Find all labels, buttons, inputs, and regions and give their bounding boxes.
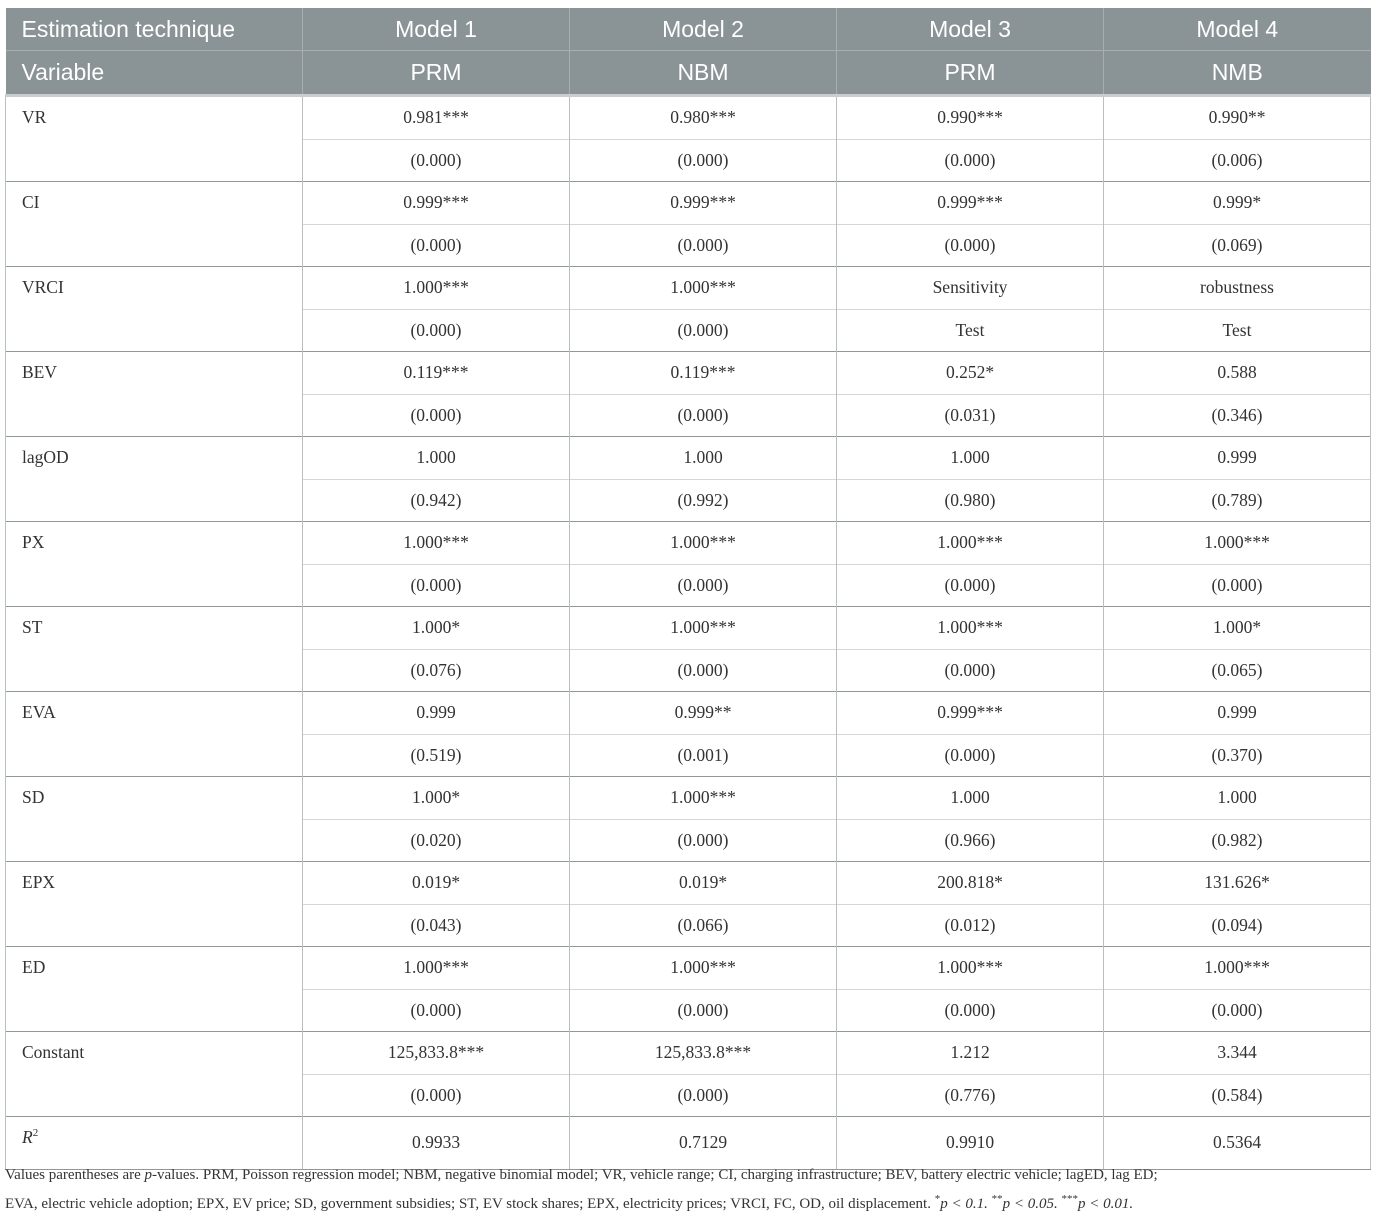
- footnote-text: EVA, electric vehicle adoption; EPX, EV price; SD, government subsidies; ST, EV stock shares; EPX, electricity prices; VRCI, FC, OD, oil displacement.: [5, 1196, 931, 1212]
- sig-marker: **: [991, 1193, 1003, 1205]
- p-value-cell: (0.000): [570, 819, 837, 862]
- r-squared-label: [6, 1117, 303, 1170]
- p-value-cell: (0.000): [570, 989, 837, 1032]
- table-row: [6, 1032, 1371, 1075]
- table-row: [6, 947, 1371, 990]
- sig-marker: *: [934, 1193, 941, 1205]
- table-row: [6, 522, 1371, 565]
- variable-name: ST: [6, 607, 303, 692]
- table-row: [6, 777, 1371, 820]
- coefficient-cell: 1.000***: [570, 522, 837, 565]
- footnote-p-italic: p: [144, 1167, 153, 1183]
- p-value-cell: (0.000): [837, 649, 1104, 692]
- p-value-cell: (0.000): [837, 564, 1104, 607]
- coefficient-cell: 1.000***: [837, 522, 1104, 565]
- p-value-cell: (0.020): [303, 819, 570, 862]
- footnote-line-1: [5, 1163, 1371, 1187]
- p-value-cell: (0.000): [570, 394, 837, 437]
- p-value-cell: (0.776): [837, 1074, 1104, 1117]
- coefficient-cell: 1.000: [837, 437, 1104, 480]
- variable-name: EPX: [6, 862, 303, 947]
- p-value-cell: (0.000): [303, 989, 570, 1032]
- coefficient-cell: 0.119***: [570, 352, 837, 395]
- p-value-cell: (0.000): [1104, 989, 1371, 1032]
- p-value-cell: (0.000): [1104, 564, 1371, 607]
- coefficient-cell: 131.626*: [1104, 862, 1371, 905]
- p-value-cell: (0.000): [570, 564, 837, 607]
- header-technique-3: PRM: [837, 51, 1104, 96]
- variable-name: EVA: [6, 692, 303, 777]
- table-row: [6, 437, 1371, 480]
- sig-level-1: p < 0.1.: [940, 1196, 988, 1212]
- sig-level-3: p < 0.01.: [1077, 1196, 1134, 1212]
- table-row-r-squared: [6, 1117, 1371, 1170]
- variable-name: PX: [6, 522, 303, 607]
- coefficient-cell: 1.212: [837, 1032, 1104, 1075]
- p-value-cell: (0.031): [837, 394, 1104, 437]
- coefficient-cell: 1.000***: [1104, 947, 1371, 990]
- coefficient-cell: Sensitivity: [837, 267, 1104, 310]
- coefficient-cell: 1.000***: [570, 777, 837, 820]
- p-value-cell: (0.076): [303, 649, 570, 692]
- r-squared-exponent: 2: [32, 1127, 39, 1140]
- p-value-cell: (0.065): [1104, 649, 1371, 692]
- coefficient-cell: 1.000: [303, 437, 570, 480]
- variable-name: VR: [6, 96, 303, 182]
- coefficient-cell: 125,833.8***: [303, 1032, 570, 1075]
- sig-level-2: p < 0.05.: [1002, 1196, 1058, 1212]
- p-value-cell: (0.094): [1104, 904, 1371, 947]
- coefficient-cell: 1.000***: [303, 267, 570, 310]
- coefficient-cell: 125,833.8***: [570, 1032, 837, 1075]
- p-value-cell: Test: [837, 309, 1104, 352]
- header-technique-4: NMB: [1104, 51, 1371, 96]
- p-value-cell: (0.000): [303, 394, 570, 437]
- footnote-line-2: [5, 1187, 1371, 1216]
- p-value-cell: (0.000): [570, 139, 837, 182]
- header-technique-2: NBM: [570, 51, 837, 96]
- p-value-cell: (0.980): [837, 479, 1104, 522]
- r-squared-symbol: R: [22, 1127, 33, 1147]
- p-value-cell: (0.519): [303, 734, 570, 777]
- p-value-cell: (0.001): [570, 734, 837, 777]
- table-footnote: [5, 1163, 1371, 1216]
- footnote-text: -values. PRM, Poisson regression model; NBM, negative binomial model; VR, vehicle range; CI, charging infrastructure; BEV, battery electric vehicle; lagED, lag ED;: [152, 1167, 1158, 1183]
- regression-results-table: [5, 8, 1371, 1170]
- p-value-cell: (0.000): [303, 224, 570, 267]
- p-value-cell: (0.982): [1104, 819, 1371, 862]
- table-row: [6, 862, 1371, 905]
- r-squared-value: 0.7129: [570, 1117, 837, 1170]
- variable-name: lagOD: [6, 437, 303, 522]
- p-value-cell: (0.346): [1104, 394, 1371, 437]
- p-value-cell: (0.066): [570, 904, 837, 947]
- header-model-4: Model 4: [1104, 8, 1371, 51]
- table-row: [6, 607, 1371, 650]
- coefficient-cell: 0.999: [1104, 692, 1371, 735]
- coefficient-cell: 0.999: [303, 692, 570, 735]
- coefficient-cell: 1.000: [1104, 777, 1371, 820]
- header-estimation-technique: Estimation technique: [6, 8, 303, 51]
- p-value-cell: (0.069): [1104, 224, 1371, 267]
- p-value-cell: (0.012): [837, 904, 1104, 947]
- coefficient-cell: 0.999**: [570, 692, 837, 735]
- table-row: [6, 182, 1371, 225]
- coefficient-cell: 1.000: [837, 777, 1104, 820]
- coefficient-cell: 1.000*: [303, 607, 570, 650]
- coefficient-cell: 1.000: [570, 437, 837, 480]
- variable-name: BEV: [6, 352, 303, 437]
- coefficient-cell: 0.019*: [570, 862, 837, 905]
- coefficient-cell: 200.818*: [837, 862, 1104, 905]
- coefficient-cell: robustness: [1104, 267, 1371, 310]
- r-squared-value: 0.9933: [303, 1117, 570, 1170]
- p-value-cell: (0.000): [837, 734, 1104, 777]
- coefficient-cell: 1.000*: [1104, 607, 1371, 650]
- coefficient-cell: 1.000*: [303, 777, 570, 820]
- coefficient-cell: 0.252*: [837, 352, 1104, 395]
- header-row-models: [6, 8, 1371, 51]
- variable-name: VRCI: [6, 267, 303, 352]
- table-row: [6, 267, 1371, 310]
- p-value-cell: (0.000): [837, 989, 1104, 1032]
- variable-name: SD: [6, 777, 303, 862]
- coefficient-cell: 0.119***: [303, 352, 570, 395]
- p-value-cell: (0.942): [303, 479, 570, 522]
- coefficient-cell: 0.990***: [837, 96, 1104, 140]
- coefficient-cell: 0.999***: [837, 692, 1104, 735]
- header-row-techniques: [6, 51, 1371, 96]
- table-row: [6, 96, 1371, 140]
- p-value-cell: (0.006): [1104, 139, 1371, 182]
- r-squared-value: 0.9910: [837, 1117, 1104, 1170]
- coefficient-cell: 0.981***: [303, 96, 570, 140]
- coefficient-cell: 1.000***: [1104, 522, 1371, 565]
- p-value-cell: (0.000): [570, 649, 837, 692]
- header-model-1: Model 1: [303, 8, 570, 51]
- coefficient-cell: 0.999*: [1104, 182, 1371, 225]
- results-table-container: [5, 8, 1371, 1170]
- p-value-cell: (0.000): [303, 564, 570, 607]
- table-body: [6, 96, 1371, 1170]
- header-technique-1: PRM: [303, 51, 570, 96]
- coefficient-cell: 1.000***: [837, 947, 1104, 990]
- coefficient-cell: 0.980***: [570, 96, 837, 140]
- p-value-cell: (0.000): [570, 1074, 837, 1117]
- p-value-cell: (0.000): [303, 309, 570, 352]
- coefficient-cell: 1.000***: [570, 947, 837, 990]
- coefficient-cell: 0.019*: [303, 862, 570, 905]
- footnote-text: Values parentheses are: [5, 1167, 145, 1183]
- variable-name: CI: [6, 182, 303, 267]
- p-value-cell: (0.043): [303, 904, 570, 947]
- table-row: [6, 692, 1371, 735]
- variable-name: Constant: [6, 1032, 303, 1117]
- coefficient-cell: 1.000***: [837, 607, 1104, 650]
- p-value-cell: (0.000): [570, 309, 837, 352]
- p-value-cell: (0.370): [1104, 734, 1371, 777]
- coefficient-cell: 0.999: [1104, 437, 1371, 480]
- r-squared-value: 0.5364: [1104, 1117, 1371, 1170]
- coefficient-cell: 0.999***: [570, 182, 837, 225]
- coefficient-cell: 0.990**: [1104, 96, 1371, 140]
- coefficient-cell: 1.000***: [303, 522, 570, 565]
- coefficient-cell: 1.000***: [570, 267, 837, 310]
- coefficient-cell: 0.999***: [303, 182, 570, 225]
- coefficient-cell: 1.000***: [570, 607, 837, 650]
- table-header: [6, 8, 1371, 96]
- p-value-cell: Test: [1104, 309, 1371, 352]
- p-value-cell: (0.000): [303, 1074, 570, 1117]
- p-value-cell: (0.000): [837, 224, 1104, 267]
- header-model-2: Model 2: [570, 8, 837, 51]
- header-model-3: Model 3: [837, 8, 1104, 51]
- table-row: [6, 352, 1371, 395]
- header-variable: Variable: [6, 51, 303, 96]
- coefficient-cell: 0.588: [1104, 352, 1371, 395]
- p-value-cell: (0.789): [1104, 479, 1371, 522]
- p-value-cell: (0.000): [303, 139, 570, 182]
- variable-name: ED: [6, 947, 303, 1032]
- p-value-cell: (0.000): [837, 139, 1104, 182]
- p-value-cell: (0.000): [570, 224, 837, 267]
- p-value-cell: (0.992): [570, 479, 837, 522]
- coefficient-cell: 0.999***: [837, 182, 1104, 225]
- coefficient-cell: 1.000***: [303, 947, 570, 990]
- p-value-cell: (0.966): [837, 819, 1104, 862]
- sig-marker: ***: [1061, 1193, 1078, 1205]
- p-value-cell: (0.584): [1104, 1074, 1371, 1117]
- coefficient-cell: 3.344: [1104, 1032, 1371, 1075]
